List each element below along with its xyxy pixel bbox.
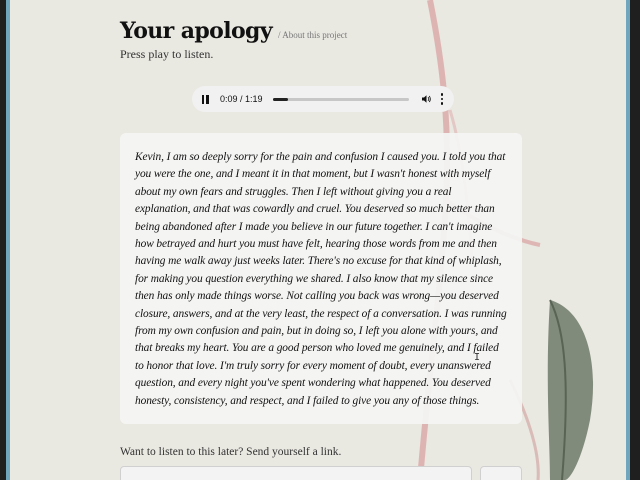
send-link-prompt: Want to listen to this later? Send yourself a link. <box>120 446 342 458</box>
audio-player <box>192 86 454 112</box>
apology-text: Kevin, I am so deeply sorry for the pain and confusion I caused you. I told you that you were the one, and I meant it in that moment, but I wasn't honest with myself about my own fears and struggles. Then I left without giving you a real explanation, and that was cowardly and cruel. You deserved so much better than being abandoned after I made you believe in our future together. I can't imagine how betrayed and hurt you must have felt, hearing those words from me and then having me walk away just weeks later. There's no excuse for that kind of whiplash, for making you question everything we shared. I also know that my silence since then has only made things worse. Not calling you back was wrong—you deserved closure, answers, and at the very least, the respect of a conversation. I was running from my own confusion and pain, but in doing so, I left you alone with yours, and that breaks my heart. You are a good person who loved me genuinely, and I failed to honor that love. I'm truly sorry for every moment of doubt, every unanswered question, and every night you've spent wondering what happened. You deserved honesty, consistency, and respect, and I failed to give you any of those things. <box>135 151 507 407</box>
page <box>6 0 630 480</box>
send-link-button[interactable] <box>480 466 522 480</box>
leaf-green-dark <box>550 300 566 480</box>
more-options-icon[interactable] <box>441 93 444 105</box>
page-title: Your apology <box>120 18 273 44</box>
page-subtitle: Press play to listen. <box>120 47 214 61</box>
progress-fill <box>273 98 289 101</box>
playback-time: 0:09 / 1:19 <box>220 94 263 104</box>
apology-card <box>120 133 522 424</box>
header <box>120 18 347 44</box>
progress-track[interactable] <box>273 98 409 101</box>
send-link-input[interactable] <box>120 466 472 480</box>
pause-icon[interactable] <box>200 94 210 104</box>
about-project-link[interactable]: / About this project <box>278 30 348 40</box>
leaf-green <box>548 300 593 480</box>
text-cursor-icon: I <box>474 352 481 363</box>
volume-icon[interactable] <box>421 94 431 104</box>
